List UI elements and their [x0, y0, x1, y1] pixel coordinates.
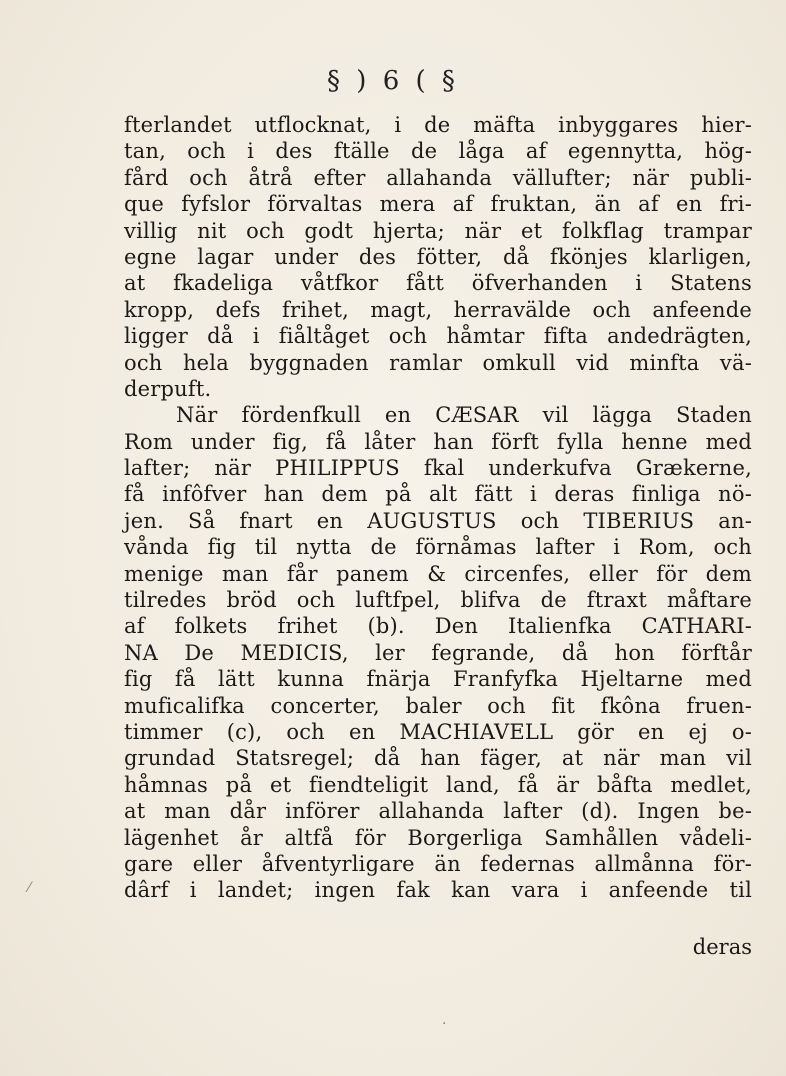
text-line: gare eller åfventyrligare än federnas allmånna för- — [124, 851, 752, 876]
text-line: at fkadeliga våtfkor fått öfverhanden i Statens — [124, 271, 752, 296]
page-header: § ) 6 ( § — [327, 66, 459, 96]
text-line: ligger då i fiåltåget och håmtar fifta andedrägten, — [124, 324, 752, 349]
text-line: få infôfver han dem på alt fätt i deras finliga nö- — [124, 482, 752, 507]
text-line: NA De MEDICIS, ler fegrande, då hon förftår — [124, 640, 752, 665]
text-line: vånda fig til nytta de förnåmas lafter i Rom, och — [124, 535, 752, 560]
catchword: deras — [692, 935, 752, 959]
paper-speck: · — [442, 1016, 447, 1032]
text-line: fård och åtrå efter allahanda vällufter; när publi- — [124, 165, 752, 190]
text-line: villig nit och godt hjerta; när et folkflag trampar — [124, 218, 752, 243]
text-line: derpuft. — [124, 376, 212, 401]
text-line: timmer (c), och en MACHIAVELL gör en ej o- — [124, 719, 752, 744]
text-line: fig få lätt kunna fnärja Franfyfka Hjeltarne med — [124, 667, 752, 692]
text-line: at man dår införer allahanda lafter (d). Ingen be- — [124, 799, 752, 824]
text-line: menige man får panem & circenfes, eller för dem — [124, 561, 752, 586]
text-line: egne lagar under des fötter, då fkönjes klarligen, — [124, 244, 752, 269]
paper-speck: ⁄ — [28, 880, 31, 896]
text-line: tilredes bröd och luftfpel, blifva de ftraxt måftare — [124, 588, 752, 613]
paragraph-start-line: När fördenfkull en CÆSAR vil lägga Staden — [176, 403, 752, 428]
text-line: håmnas på et fiendteligit land, få är båfta medlet, — [124, 772, 752, 797]
text-line: och hela byggnaden ramlar omkull vid minfta vä- — [124, 350, 752, 375]
text-line: grundad Statsregel; då han fäger, at när man vil — [124, 746, 752, 771]
text-line: lägenhet år altfå för Borgerliga Samhållen vådeli- — [124, 825, 752, 850]
text-line: jen. Så fnart en AUGUSTUS och TIBERIUS an- — [124, 508, 752, 533]
text-line: dârf i landet; ingen fak kan vara i anfeende til — [124, 878, 752, 903]
text-line: kropp, defs frihet, magt, herravälde och anfeende — [124, 297, 752, 322]
text-line: que fyfslor förvaltas mera af fruktan, än af en fri- — [124, 192, 752, 217]
text-line: af folkets frihet (b). Den Italienfka CATHARI- — [124, 614, 752, 639]
text-line: lafter; när PHILIPPUS fkal underkufva Grækerne, — [124, 456, 752, 481]
text-line: fterlandet utflocknat, i de mäfta inbyggares hier- — [124, 113, 752, 137]
text-line: Rom under fig, få låter han förft fylla henne med — [124, 429, 752, 454]
body-text — [124, 112, 752, 904]
text-line: tan, och i des ftälle de låga af egennytta, hög- — [124, 139, 752, 164]
text-line: muficalifka concerter, baler och fit fkôna fruen- — [124, 693, 752, 718]
